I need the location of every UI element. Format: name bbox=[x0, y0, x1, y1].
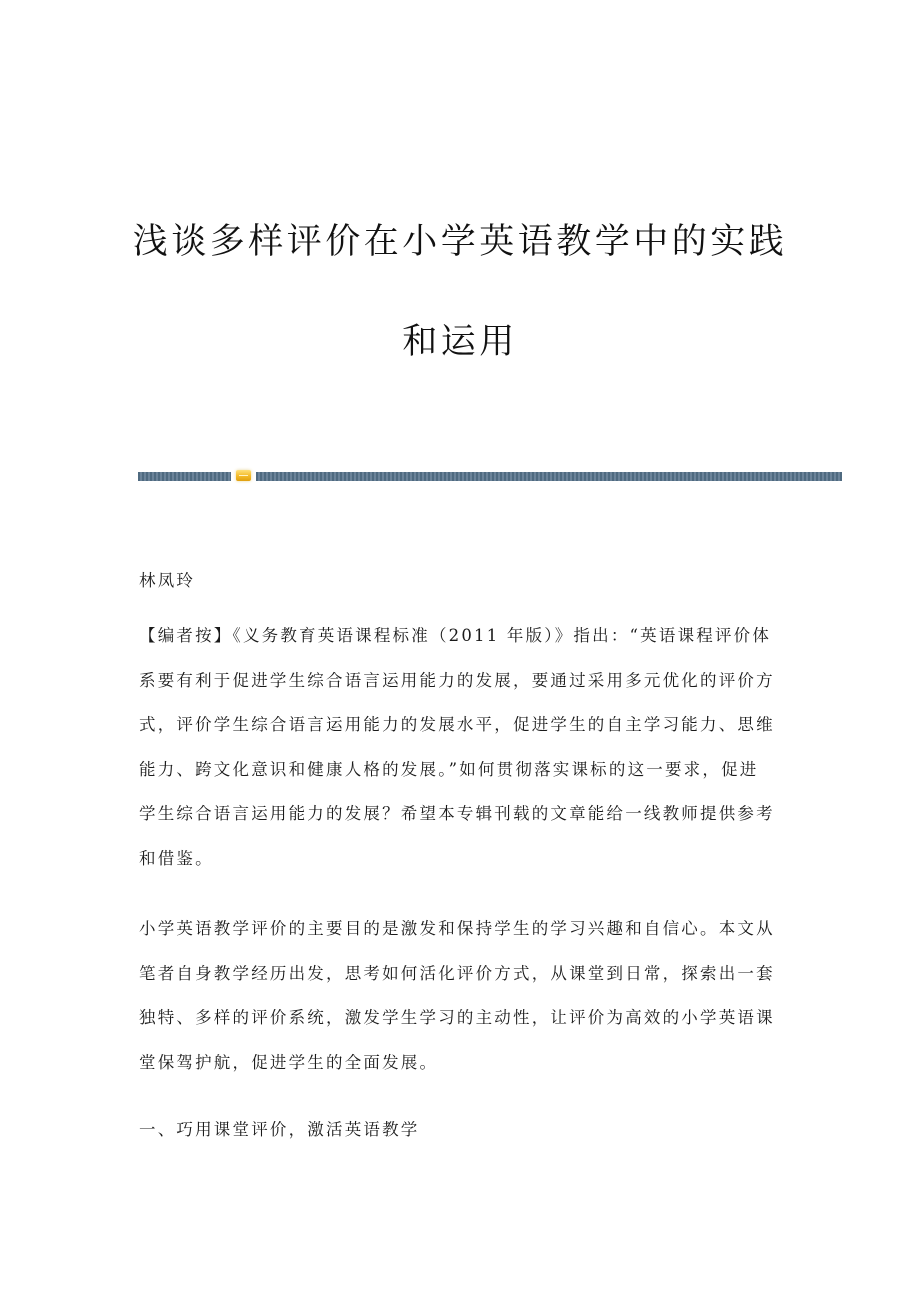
divider-ornament-icon bbox=[236, 470, 251, 481]
editor-note-line: 能力、跨文化意识和健康人格的发展。”如何贯彻落实课标的这一要求，促进 bbox=[139, 759, 759, 779]
divider-bar-left bbox=[138, 472, 231, 481]
editor-note-line: 和借鉴。 bbox=[139, 848, 214, 868]
intro-line: 堂保驾护航，促进学生的全面发展。 bbox=[139, 1052, 439, 1072]
editor-note-line: 学生综合语言运用能力的发展？希望本专辑刊载的文章能给一线教师提供参考 bbox=[139, 804, 775, 823]
intro-line: 独特、多样的评价系统，激发学生学习的主动性，让评价为高效的小学英语课 bbox=[139, 1008, 775, 1027]
document-title-line-2: 和运用 bbox=[402, 322, 518, 362]
intro-paragraph bbox=[139, 907, 789, 1085]
editor-note-line: 式，评价学生综合语言运用能力的发展水平，促进学生的自主学习能力、思维 bbox=[139, 715, 775, 734]
document-title-line-1: 浅谈多样评价在小学英语教学中的实践 bbox=[132, 222, 788, 262]
title-divider bbox=[138, 469, 842, 483]
section-heading-1: 一、巧用课堂评价，激活英语教学 bbox=[139, 1120, 420, 1139]
divider-bar-right bbox=[256, 472, 842, 481]
editor-note-line: 【编者按】《义务教育英语课程标准（2011 年版）》指出：“英语课程评价体 bbox=[139, 626, 772, 645]
intro-line: 笔者自身教学经历出发，思考如何活化评价方式，从课堂到日常，探索出一套 bbox=[139, 963, 775, 983]
author-name: 林凤玲 bbox=[139, 571, 196, 590]
intro-line: 小学英语教学评价的主要目的是激发和保持学生的学习兴趣和自信心。本文从 bbox=[139, 919, 775, 938]
editor-note-paragraph bbox=[139, 614, 789, 881]
editor-note-line: 系要有利于促进学生综合语言运用能力的发展，要通过采用多元优化的评价方 bbox=[139, 670, 775, 690]
